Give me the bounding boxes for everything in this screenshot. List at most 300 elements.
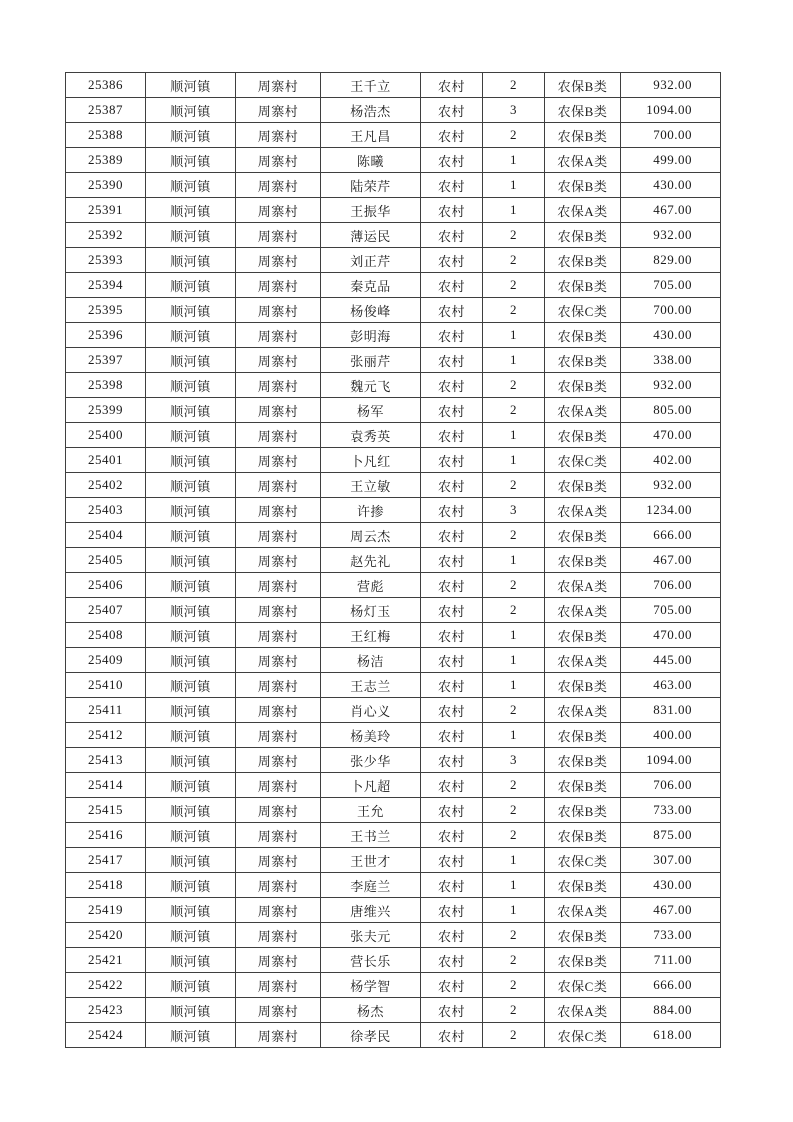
table-row xyxy=(66,773,721,798)
cell-insurance-class: 农保B类 xyxy=(545,73,621,98)
cell-serial-number: 25412 xyxy=(66,723,146,748)
cell-person-name: 杨杰 xyxy=(321,998,421,1023)
cell-village: 周寨村 xyxy=(236,923,321,948)
cell-person-name: 卜凡红 xyxy=(321,448,421,473)
cell-serial-number: 25414 xyxy=(66,773,146,798)
cell-person-count: 2 xyxy=(483,573,545,598)
cell-person-name: 周云杰 xyxy=(321,523,421,548)
cell-serial-number: 25398 xyxy=(66,373,146,398)
cell-person-name: 王千立 xyxy=(321,73,421,98)
cell-serial-number: 25405 xyxy=(66,548,146,573)
table-row xyxy=(66,523,721,548)
cell-village: 周寨村 xyxy=(236,1023,321,1048)
cell-serial-number: 25417 xyxy=(66,848,146,873)
cell-person-count: 2 xyxy=(483,523,545,548)
cell-insurance-class: 农保A类 xyxy=(545,148,621,173)
cell-town: 顺河镇 xyxy=(146,648,236,673)
cell-village: 周寨村 xyxy=(236,748,321,773)
cell-insurance-class: 农保B类 xyxy=(545,623,621,648)
cell-town: 顺河镇 xyxy=(146,773,236,798)
cell-serial-number: 25416 xyxy=(66,823,146,848)
cell-village: 周寨村 xyxy=(236,773,321,798)
cell-residence-type: 农村 xyxy=(421,273,483,298)
cell-residence-type: 农村 xyxy=(421,373,483,398)
cell-serial-number: 25406 xyxy=(66,573,146,598)
cell-insurance-class: 农保A类 xyxy=(545,648,621,673)
cell-person-name: 王世才 xyxy=(321,848,421,873)
cell-insurance-class: 农保B类 xyxy=(545,748,621,773)
cell-amount: 430.00 xyxy=(621,323,721,348)
cell-person-name: 陈曦 xyxy=(321,148,421,173)
cell-person-count: 1 xyxy=(483,448,545,473)
cell-person-name: 杨俊峰 xyxy=(321,298,421,323)
table-body xyxy=(66,73,721,1048)
cell-person-count: 2 xyxy=(483,948,545,973)
cell-person-count: 2 xyxy=(483,773,545,798)
cell-village: 周寨村 xyxy=(236,398,321,423)
cell-person-count: 1 xyxy=(483,848,545,873)
cell-residence-type: 农村 xyxy=(421,998,483,1023)
cell-insurance-class: 农保A类 xyxy=(545,898,621,923)
table-row xyxy=(66,498,721,523)
cell-person-name: 唐维兴 xyxy=(321,898,421,923)
cell-amount: 705.00 xyxy=(621,273,721,298)
cell-town: 顺河镇 xyxy=(146,248,236,273)
cell-village: 周寨村 xyxy=(236,548,321,573)
cell-residence-type: 农村 xyxy=(421,573,483,598)
table-row xyxy=(66,598,721,623)
cell-person-name: 营彪 xyxy=(321,573,421,598)
cell-serial-number: 25401 xyxy=(66,448,146,473)
cell-village: 周寨村 xyxy=(236,248,321,273)
cell-serial-number: 25404 xyxy=(66,523,146,548)
cell-town: 顺河镇 xyxy=(146,373,236,398)
cell-serial-number: 25422 xyxy=(66,973,146,998)
cell-residence-type: 农村 xyxy=(421,473,483,498)
cell-serial-number: 25397 xyxy=(66,348,146,373)
cell-person-name: 王立敏 xyxy=(321,473,421,498)
table-row xyxy=(66,623,721,648)
cell-residence-type: 农村 xyxy=(421,498,483,523)
cell-town: 顺河镇 xyxy=(146,548,236,573)
cell-person-name: 张少华 xyxy=(321,748,421,773)
cell-person-name: 袁秀英 xyxy=(321,423,421,448)
table-row xyxy=(66,798,721,823)
cell-residence-type: 农村 xyxy=(421,673,483,698)
cell-insurance-class: 农保A类 xyxy=(545,573,621,598)
cell-person-count: 1 xyxy=(483,723,545,748)
cell-person-name: 刘正芹 xyxy=(321,248,421,273)
cell-village: 周寨村 xyxy=(236,598,321,623)
table-row xyxy=(66,348,721,373)
cell-amount: 402.00 xyxy=(621,448,721,473)
cell-village: 周寨村 xyxy=(236,998,321,1023)
cell-residence-type: 农村 xyxy=(421,173,483,198)
cell-insurance-class: 农保A类 xyxy=(545,698,621,723)
cell-person-name: 王志兰 xyxy=(321,673,421,698)
cell-amount: 430.00 xyxy=(621,173,721,198)
cell-residence-type: 农村 xyxy=(421,298,483,323)
cell-residence-type: 农村 xyxy=(421,823,483,848)
cell-insurance-class: 农保B类 xyxy=(545,723,621,748)
cell-serial-number: 25420 xyxy=(66,923,146,948)
cell-amount: 932.00 xyxy=(621,473,721,498)
cell-person-count: 1 xyxy=(483,348,545,373)
table-row xyxy=(66,1023,721,1048)
cell-residence-type: 农村 xyxy=(421,848,483,873)
cell-amount: 467.00 xyxy=(621,198,721,223)
cell-insurance-class: 农保B类 xyxy=(545,798,621,823)
cell-amount: 805.00 xyxy=(621,398,721,423)
cell-serial-number: 25400 xyxy=(66,423,146,448)
cell-serial-number: 25392 xyxy=(66,223,146,248)
cell-amount: 700.00 xyxy=(621,123,721,148)
cell-village: 周寨村 xyxy=(236,623,321,648)
cell-person-count: 2 xyxy=(483,973,545,998)
cell-insurance-class: 农保B类 xyxy=(545,473,621,498)
cell-person-count: 2 xyxy=(483,798,545,823)
cell-person-count: 3 xyxy=(483,98,545,123)
cell-residence-type: 农村 xyxy=(421,148,483,173)
cell-town: 顺河镇 xyxy=(146,698,236,723)
cell-amount: 467.00 xyxy=(621,898,721,923)
cell-town: 顺河镇 xyxy=(146,923,236,948)
cell-town: 顺河镇 xyxy=(146,1023,236,1048)
table-row xyxy=(66,73,721,98)
table-row xyxy=(66,948,721,973)
cell-amount: 884.00 xyxy=(621,998,721,1023)
cell-serial-number: 25407 xyxy=(66,598,146,623)
cell-insurance-class: 农保B类 xyxy=(545,823,621,848)
cell-village: 周寨村 xyxy=(236,898,321,923)
cell-person-name: 王凡昌 xyxy=(321,123,421,148)
cell-person-name: 张夫元 xyxy=(321,923,421,948)
table-row xyxy=(66,698,721,723)
cell-insurance-class: 农保B类 xyxy=(545,548,621,573)
cell-person-count: 2 xyxy=(483,823,545,848)
cell-person-name: 张丽芹 xyxy=(321,348,421,373)
cell-person-name: 杨美玲 xyxy=(321,723,421,748)
cell-serial-number: 25421 xyxy=(66,948,146,973)
cell-person-name: 杨学智 xyxy=(321,973,421,998)
cell-person-name: 薄运民 xyxy=(321,223,421,248)
cell-person-count: 1 xyxy=(483,898,545,923)
cell-residence-type: 农村 xyxy=(421,748,483,773)
cell-town: 顺河镇 xyxy=(146,123,236,148)
cell-person-count: 2 xyxy=(483,923,545,948)
cell-residence-type: 农村 xyxy=(421,323,483,348)
cell-serial-number: 25415 xyxy=(66,798,146,823)
cell-town: 顺河镇 xyxy=(146,348,236,373)
cell-town: 顺河镇 xyxy=(146,573,236,598)
cell-person-count: 3 xyxy=(483,498,545,523)
table-row xyxy=(66,398,721,423)
cell-amount: 1094.00 xyxy=(621,98,721,123)
cell-residence-type: 农村 xyxy=(421,398,483,423)
cell-person-count: 1 xyxy=(483,673,545,698)
cell-person-name: 肖心义 xyxy=(321,698,421,723)
cell-residence-type: 农村 xyxy=(421,223,483,248)
cell-person-count: 2 xyxy=(483,123,545,148)
table-row xyxy=(66,98,721,123)
cell-person-name: 杨灯玉 xyxy=(321,598,421,623)
cell-amount: 1094.00 xyxy=(621,748,721,773)
cell-village: 周寨村 xyxy=(236,523,321,548)
cell-amount: 1234.00 xyxy=(621,498,721,523)
cell-insurance-class: 农保C类 xyxy=(545,298,621,323)
cell-residence-type: 农村 xyxy=(421,198,483,223)
cell-insurance-class: 农保B类 xyxy=(545,123,621,148)
cell-serial-number: 25410 xyxy=(66,673,146,698)
cell-town: 顺河镇 xyxy=(146,273,236,298)
cell-serial-number: 25403 xyxy=(66,498,146,523)
cell-person-name: 秦克品 xyxy=(321,273,421,298)
cell-amount: 470.00 xyxy=(621,623,721,648)
cell-serial-number: 25413 xyxy=(66,748,146,773)
cell-amount: 470.00 xyxy=(621,423,721,448)
cell-town: 顺河镇 xyxy=(146,823,236,848)
cell-person-name: 李庭兰 xyxy=(321,873,421,898)
cell-residence-type: 农村 xyxy=(421,773,483,798)
cell-residence-type: 农村 xyxy=(421,248,483,273)
cell-town: 顺河镇 xyxy=(146,498,236,523)
cell-insurance-class: 农保B类 xyxy=(545,223,621,248)
cell-insurance-class: 农保A类 xyxy=(545,998,621,1023)
cell-village: 周寨村 xyxy=(236,698,321,723)
cell-village: 周寨村 xyxy=(236,298,321,323)
cell-village: 周寨村 xyxy=(236,323,321,348)
cell-residence-type: 农村 xyxy=(421,923,483,948)
cell-serial-number: 25386 xyxy=(66,73,146,98)
cell-insurance-class: 农保B类 xyxy=(545,948,621,973)
cell-residence-type: 农村 xyxy=(421,873,483,898)
table-row xyxy=(66,173,721,198)
table-row xyxy=(66,298,721,323)
cell-town: 顺河镇 xyxy=(146,323,236,348)
cell-amount: 400.00 xyxy=(621,723,721,748)
cell-village: 周寨村 xyxy=(236,798,321,823)
table-row xyxy=(66,273,721,298)
cell-person-name: 赵先礼 xyxy=(321,548,421,573)
table-row xyxy=(66,223,721,248)
cell-amount: 932.00 xyxy=(621,373,721,398)
cell-town: 顺河镇 xyxy=(146,798,236,823)
table-row xyxy=(66,448,721,473)
cell-person-count: 1 xyxy=(483,648,545,673)
cell-serial-number: 25390 xyxy=(66,173,146,198)
cell-residence-type: 农村 xyxy=(421,798,483,823)
cell-person-count: 2 xyxy=(483,248,545,273)
cell-serial-number: 25387 xyxy=(66,98,146,123)
cell-village: 周寨村 xyxy=(236,423,321,448)
table-row xyxy=(66,373,721,398)
cell-insurance-class: 农保B类 xyxy=(545,923,621,948)
cell-village: 周寨村 xyxy=(236,223,321,248)
cell-insurance-class: 农保C类 xyxy=(545,1023,621,1048)
cell-village: 周寨村 xyxy=(236,673,321,698)
cell-residence-type: 农村 xyxy=(421,898,483,923)
cell-village: 周寨村 xyxy=(236,148,321,173)
cell-town: 顺河镇 xyxy=(146,723,236,748)
cell-person-name: 魏元飞 xyxy=(321,373,421,398)
cell-insurance-class: 农保C类 xyxy=(545,848,621,873)
cell-insurance-class: 农保C类 xyxy=(545,448,621,473)
cell-serial-number: 25395 xyxy=(66,298,146,323)
cell-town: 顺河镇 xyxy=(146,423,236,448)
table-row xyxy=(66,148,721,173)
cell-residence-type: 农村 xyxy=(421,423,483,448)
cell-village: 周寨村 xyxy=(236,73,321,98)
cell-amount: 700.00 xyxy=(621,298,721,323)
cell-person-name: 杨洁 xyxy=(321,648,421,673)
cell-serial-number: 25399 xyxy=(66,398,146,423)
cell-town: 顺河镇 xyxy=(146,448,236,473)
cell-village: 周寨村 xyxy=(236,348,321,373)
cell-person-name: 王书兰 xyxy=(321,823,421,848)
cell-village: 周寨村 xyxy=(236,173,321,198)
cell-village: 周寨村 xyxy=(236,123,321,148)
cell-person-name: 徐孝民 xyxy=(321,1023,421,1048)
cell-residence-type: 农村 xyxy=(421,123,483,148)
cell-insurance-class: 农保B类 xyxy=(545,773,621,798)
cell-amount: 430.00 xyxy=(621,873,721,898)
table-row xyxy=(66,473,721,498)
cell-person-count: 3 xyxy=(483,748,545,773)
cell-serial-number: 25424 xyxy=(66,1023,146,1048)
cell-person-count: 1 xyxy=(483,623,545,648)
table-row xyxy=(66,998,721,1023)
cell-person-count: 2 xyxy=(483,698,545,723)
cell-amount: 338.00 xyxy=(621,348,721,373)
cell-village: 周寨村 xyxy=(236,573,321,598)
cell-town: 顺河镇 xyxy=(146,148,236,173)
table-row xyxy=(66,923,721,948)
cell-village: 周寨村 xyxy=(236,873,321,898)
cell-person-count: 1 xyxy=(483,198,545,223)
cell-insurance-class: 农保B类 xyxy=(545,273,621,298)
cell-insurance-class: 农保B类 xyxy=(545,873,621,898)
cell-person-name: 杨浩杰 xyxy=(321,98,421,123)
cell-residence-type: 农村 xyxy=(421,448,483,473)
cell-village: 周寨村 xyxy=(236,948,321,973)
cell-town: 顺河镇 xyxy=(146,748,236,773)
cell-amount: 829.00 xyxy=(621,248,721,273)
cell-village: 周寨村 xyxy=(236,448,321,473)
cell-residence-type: 农村 xyxy=(421,723,483,748)
cell-amount: 463.00 xyxy=(621,673,721,698)
cell-person-count: 2 xyxy=(483,398,545,423)
cell-town: 顺河镇 xyxy=(146,473,236,498)
cell-person-name: 营长乐 xyxy=(321,948,421,973)
cell-residence-type: 农村 xyxy=(421,598,483,623)
cell-person-name: 王允 xyxy=(321,798,421,823)
cell-insurance-class: 农保B类 xyxy=(545,523,621,548)
cell-residence-type: 农村 xyxy=(421,648,483,673)
cell-residence-type: 农村 xyxy=(421,623,483,648)
table-row xyxy=(66,323,721,348)
cell-amount: 733.00 xyxy=(621,923,721,948)
cell-amount: 831.00 xyxy=(621,698,721,723)
cell-amount: 666.00 xyxy=(621,523,721,548)
cell-amount: 733.00 xyxy=(621,798,721,823)
cell-person-count: 2 xyxy=(483,298,545,323)
cell-amount: 706.00 xyxy=(621,573,721,598)
cell-serial-number: 25388 xyxy=(66,123,146,148)
cell-person-count: 2 xyxy=(483,998,545,1023)
cell-serial-number: 25409 xyxy=(66,648,146,673)
cell-town: 顺河镇 xyxy=(146,398,236,423)
cell-person-name: 王红梅 xyxy=(321,623,421,648)
cell-residence-type: 农村 xyxy=(421,523,483,548)
table-row xyxy=(66,748,721,773)
cell-amount: 499.00 xyxy=(621,148,721,173)
cell-amount: 445.00 xyxy=(621,648,721,673)
cell-insurance-class: 农保B类 xyxy=(545,423,621,448)
cell-town: 顺河镇 xyxy=(146,98,236,123)
cell-town: 顺河镇 xyxy=(146,673,236,698)
cell-village: 周寨村 xyxy=(236,373,321,398)
cell-amount: 932.00 xyxy=(621,223,721,248)
cell-person-count: 1 xyxy=(483,423,545,448)
cell-insurance-class: 农保B类 xyxy=(545,373,621,398)
cell-serial-number: 25394 xyxy=(66,273,146,298)
cell-insurance-class: 农保B类 xyxy=(545,348,621,373)
cell-insurance-class: 农保B类 xyxy=(545,673,621,698)
cell-residence-type: 农村 xyxy=(421,548,483,573)
cell-village: 周寨村 xyxy=(236,98,321,123)
cell-insurance-class: 农保A类 xyxy=(545,498,621,523)
cell-town: 顺河镇 xyxy=(146,898,236,923)
cell-person-count: 1 xyxy=(483,873,545,898)
cell-town: 顺河镇 xyxy=(146,198,236,223)
table-row xyxy=(66,123,721,148)
table-row xyxy=(66,573,721,598)
cell-person-count: 1 xyxy=(483,173,545,198)
cell-amount: 932.00 xyxy=(621,73,721,98)
table-row xyxy=(66,198,721,223)
cell-amount: 875.00 xyxy=(621,823,721,848)
cell-person-name: 卜凡超 xyxy=(321,773,421,798)
cell-town: 顺河镇 xyxy=(146,298,236,323)
cell-person-count: 2 xyxy=(483,73,545,98)
cell-serial-number: 25393 xyxy=(66,248,146,273)
cell-person-count: 1 xyxy=(483,323,545,348)
table-row xyxy=(66,723,721,748)
cell-town: 顺河镇 xyxy=(146,998,236,1023)
table-row xyxy=(66,423,721,448)
cell-town: 顺河镇 xyxy=(146,73,236,98)
table-row xyxy=(66,648,721,673)
cell-insurance-class: 农保B类 xyxy=(545,173,621,198)
cell-village: 周寨村 xyxy=(236,473,321,498)
cell-village: 周寨村 xyxy=(236,823,321,848)
cell-person-count: 1 xyxy=(483,148,545,173)
cell-village: 周寨村 xyxy=(236,723,321,748)
cell-amount: 711.00 xyxy=(621,948,721,973)
cell-amount: 666.00 xyxy=(621,973,721,998)
cell-person-count: 1 xyxy=(483,548,545,573)
cell-village: 周寨村 xyxy=(236,848,321,873)
cell-residence-type: 农村 xyxy=(421,698,483,723)
cell-serial-number: 25391 xyxy=(66,198,146,223)
cell-insurance-class: 农保A类 xyxy=(545,598,621,623)
cell-insurance-class: 农保B类 xyxy=(545,248,621,273)
cell-insurance-class: 农保C类 xyxy=(545,973,621,998)
table-row xyxy=(66,898,721,923)
cell-insurance-class: 农保A类 xyxy=(545,398,621,423)
cell-insurance-class: 农保A类 xyxy=(545,198,621,223)
cell-person-count: 2 xyxy=(483,273,545,298)
